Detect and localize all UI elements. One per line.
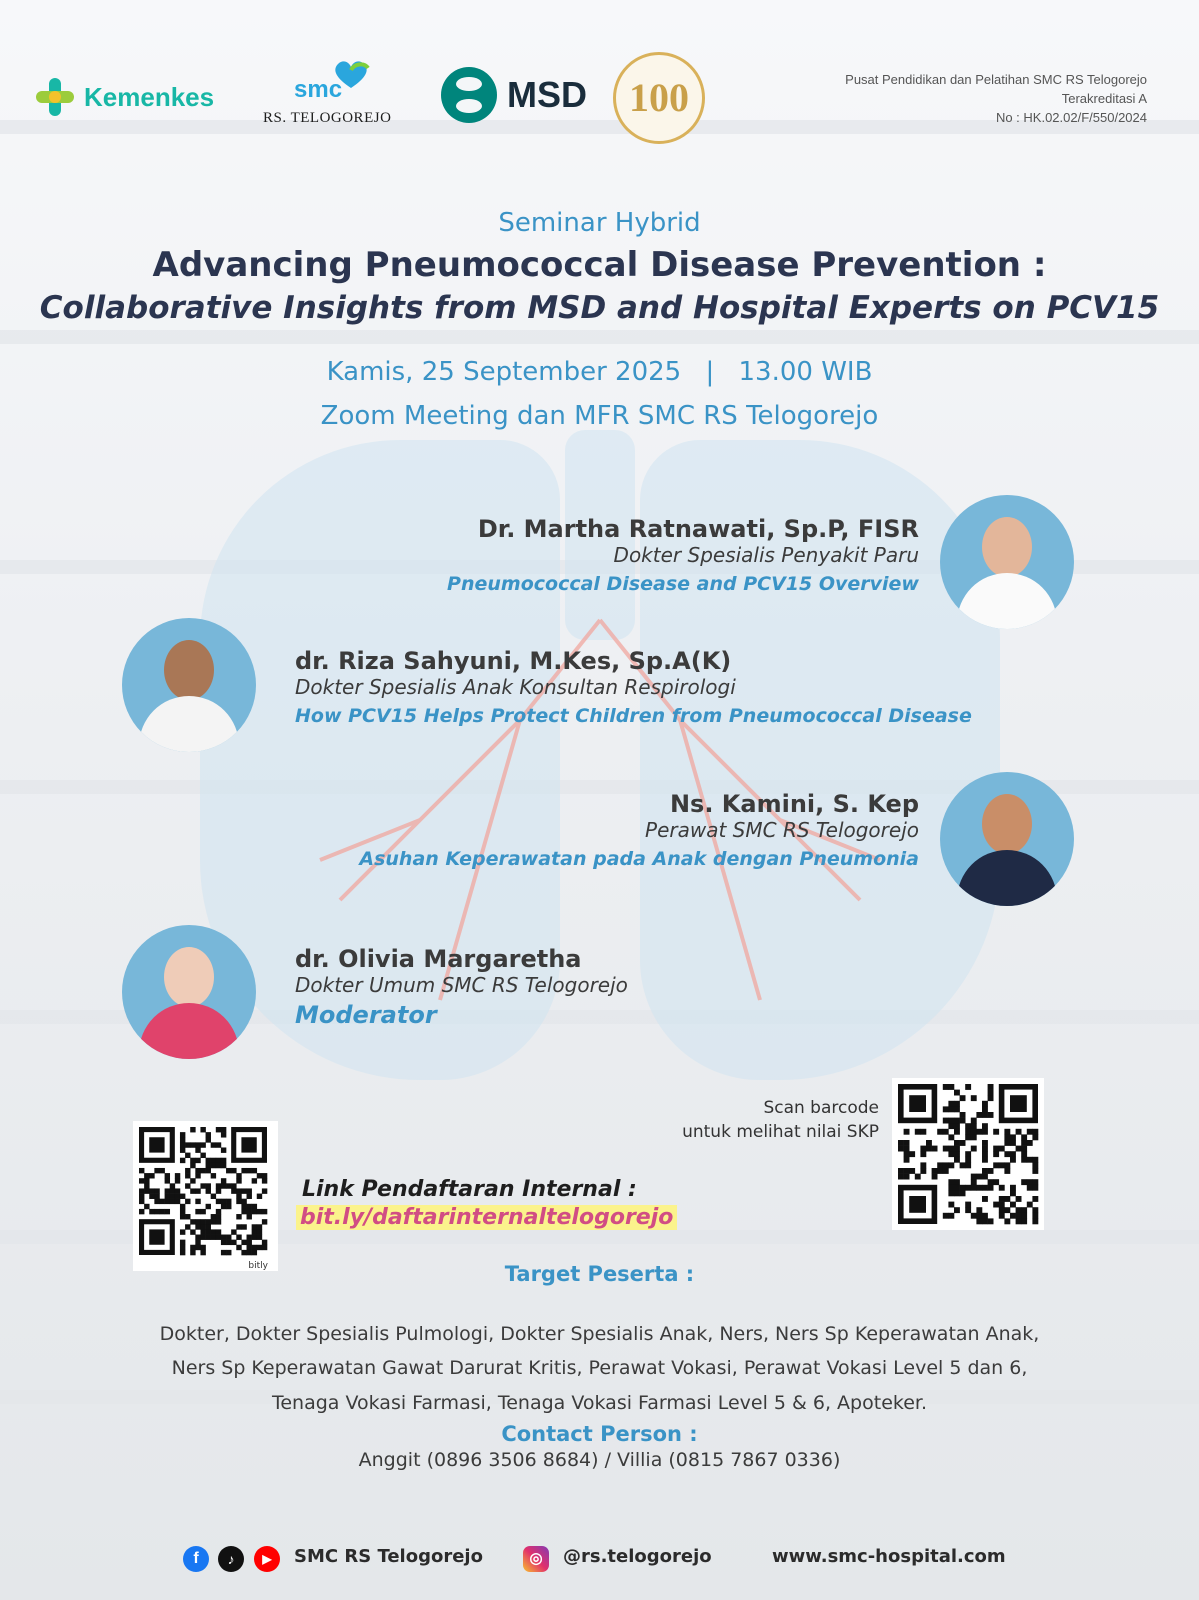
speaker-name: Dr. Martha Ratnawati, Sp.P, FISR	[477, 515, 919, 543]
website-link[interactable]: www.smc-hospital.com	[772, 1546, 1006, 1567]
skp-caption-line: untuk melihat nilai SKP	[682, 1122, 879, 1142]
kemenkes-logo-icon	[34, 76, 76, 118]
registration-label: Link Pendaftaran Internal :	[302, 1177, 637, 1202]
skp-qr-code[interactable]	[892, 1078, 1044, 1230]
speaker-3-photo	[940, 772, 1074, 906]
event-date: Kamis, 25 September 2025	[326, 357, 682, 387]
qr-caption: bitly	[248, 1261, 268, 1271]
centennial-number: 100	[629, 75, 689, 120]
qr-code-icon	[133, 1121, 278, 1261]
centennial-badge	[613, 52, 705, 144]
youtube-icon[interactable]: ▶	[254, 1546, 280, 1572]
target-line: Tenaga Vokasi Farmasi, Tenaga Vokasi Farmasi Level 5 & 6, Apoteker.	[271, 1392, 928, 1414]
event-subtitle: Collaborative Insights from MSD and Hospital Experts on PCV15	[39, 290, 1160, 326]
avatar-body	[139, 1003, 239, 1059]
avatar-head	[164, 947, 214, 1007]
contact-title: Contact Person :	[501, 1422, 698, 1446]
registration-link[interactable]: bit.ly/daftarinternaltelogorejo	[296, 1205, 677, 1230]
smc-logo-text: smc	[294, 76, 343, 103]
event-venue: Zoom Meeting dan MFR SMC RS Telogorejo	[320, 401, 879, 431]
msd-logo-text: MSD	[507, 74, 587, 115]
speaker-1-photo	[940, 495, 1074, 629]
target-line: Dokter, Dokter Spesialis Pulmologi, Dokter Spesialis Anak, Ners, Ners Sp Keperawatan Anak,	[159, 1323, 1040, 1345]
speaker-role: Dokter Spesialis Penyakit Paru	[613, 543, 919, 567]
accreditation-line: Pusat Pendidikan dan Pelatihan SMC RS Telogorejo	[845, 72, 1147, 87]
skp-caption	[682, 1096, 879, 1144]
avatar-head	[982, 517, 1032, 577]
instagram-icon[interactable]: ◎	[523, 1546, 549, 1572]
speaker-role: Perawat SMC RS Telogorejo	[645, 818, 919, 842]
event-type: Seminar Hybrid	[498, 208, 701, 238]
accreditation-line: No : HK.02.02/F/550/2024	[995, 110, 1147, 125]
speaker-1	[447, 515, 919, 595]
speaker-role: Dokter Spesialis Anak Konsultan Respirologi	[295, 675, 736, 699]
instagram-handle[interactable]: @rs.telogorejo	[563, 1546, 712, 1567]
speaker-topic: Asuhan Keperawatan pada Anak dengan Pneumonia	[359, 848, 919, 870]
speaker-2	[295, 647, 972, 727]
avatar-body	[957, 573, 1057, 629]
datetime-separator: |	[705, 357, 715, 387]
event-title: Advancing Pneumococcal Disease Prevention :	[152, 245, 1047, 285]
tiktok-icon[interactable]: ♪	[218, 1546, 244, 1572]
speaker-name: dr. Riza Sahyuni, M.Kes, Sp.A(K)	[295, 647, 732, 675]
qr-code-icon	[892, 1078, 1044, 1230]
speaker-name: dr. Olivia Margaretha	[295, 945, 582, 973]
target-line: Ners Sp Keperawatan Gawat Darurat Kritis, Perawat Vokasi, Perawat Vokasi Level 5 dan 6,	[171, 1357, 1028, 1379]
kemenkes-logo-text: Kemenkes	[84, 82, 215, 112]
social-name[interactable]: SMC RS Telogorejo	[294, 1546, 483, 1567]
avatar-head	[164, 640, 214, 700]
skp-caption-line: Scan barcode	[763, 1098, 879, 1118]
registration-qr-code[interactable]	[133, 1121, 278, 1271]
target-title: Target Peserta :	[504, 1262, 695, 1286]
speaker-topic: Moderator	[295, 1001, 437, 1029]
speaker-4	[295, 945, 628, 1029]
contact-text: Anggit (0896 3506 8684) / Villia (0815 7867 0336)	[358, 1449, 841, 1471]
speaker-topic: How PCV15 Helps Protect Children from Pneumococcal Disease	[295, 705, 972, 727]
accreditation-line: Terakreditasi A	[1061, 91, 1147, 106]
registration-link-wrap	[296, 1205, 677, 1230]
avatar-body	[139, 696, 239, 752]
speaker-role: Dokter Umum SMC RS Telogorejo	[295, 973, 628, 997]
speaker-3	[359, 790, 919, 870]
avatar-head	[982, 794, 1032, 854]
footer-bar	[0, 1536, 1199, 1584]
event-time: 13.00 WIB	[738, 357, 873, 387]
telogorejo-logo-text: RS. TELOGOREJO	[263, 110, 392, 126]
bg-stripe	[0, 330, 1199, 344]
speaker-2-photo	[122, 618, 256, 752]
event-datetime	[0, 357, 1199, 387]
avatar-body	[957, 850, 1057, 906]
facebook-icon[interactable]: f	[183, 1546, 209, 1572]
accreditation-block	[845, 70, 1147, 127]
speaker-4-photo	[122, 925, 256, 1059]
speaker-name: Ns. Kamini, S. Kep	[669, 790, 919, 818]
msd-logo-icon	[440, 66, 498, 124]
speaker-topic: Pneumococcal Disease and PCV15 Overview	[447, 573, 919, 595]
